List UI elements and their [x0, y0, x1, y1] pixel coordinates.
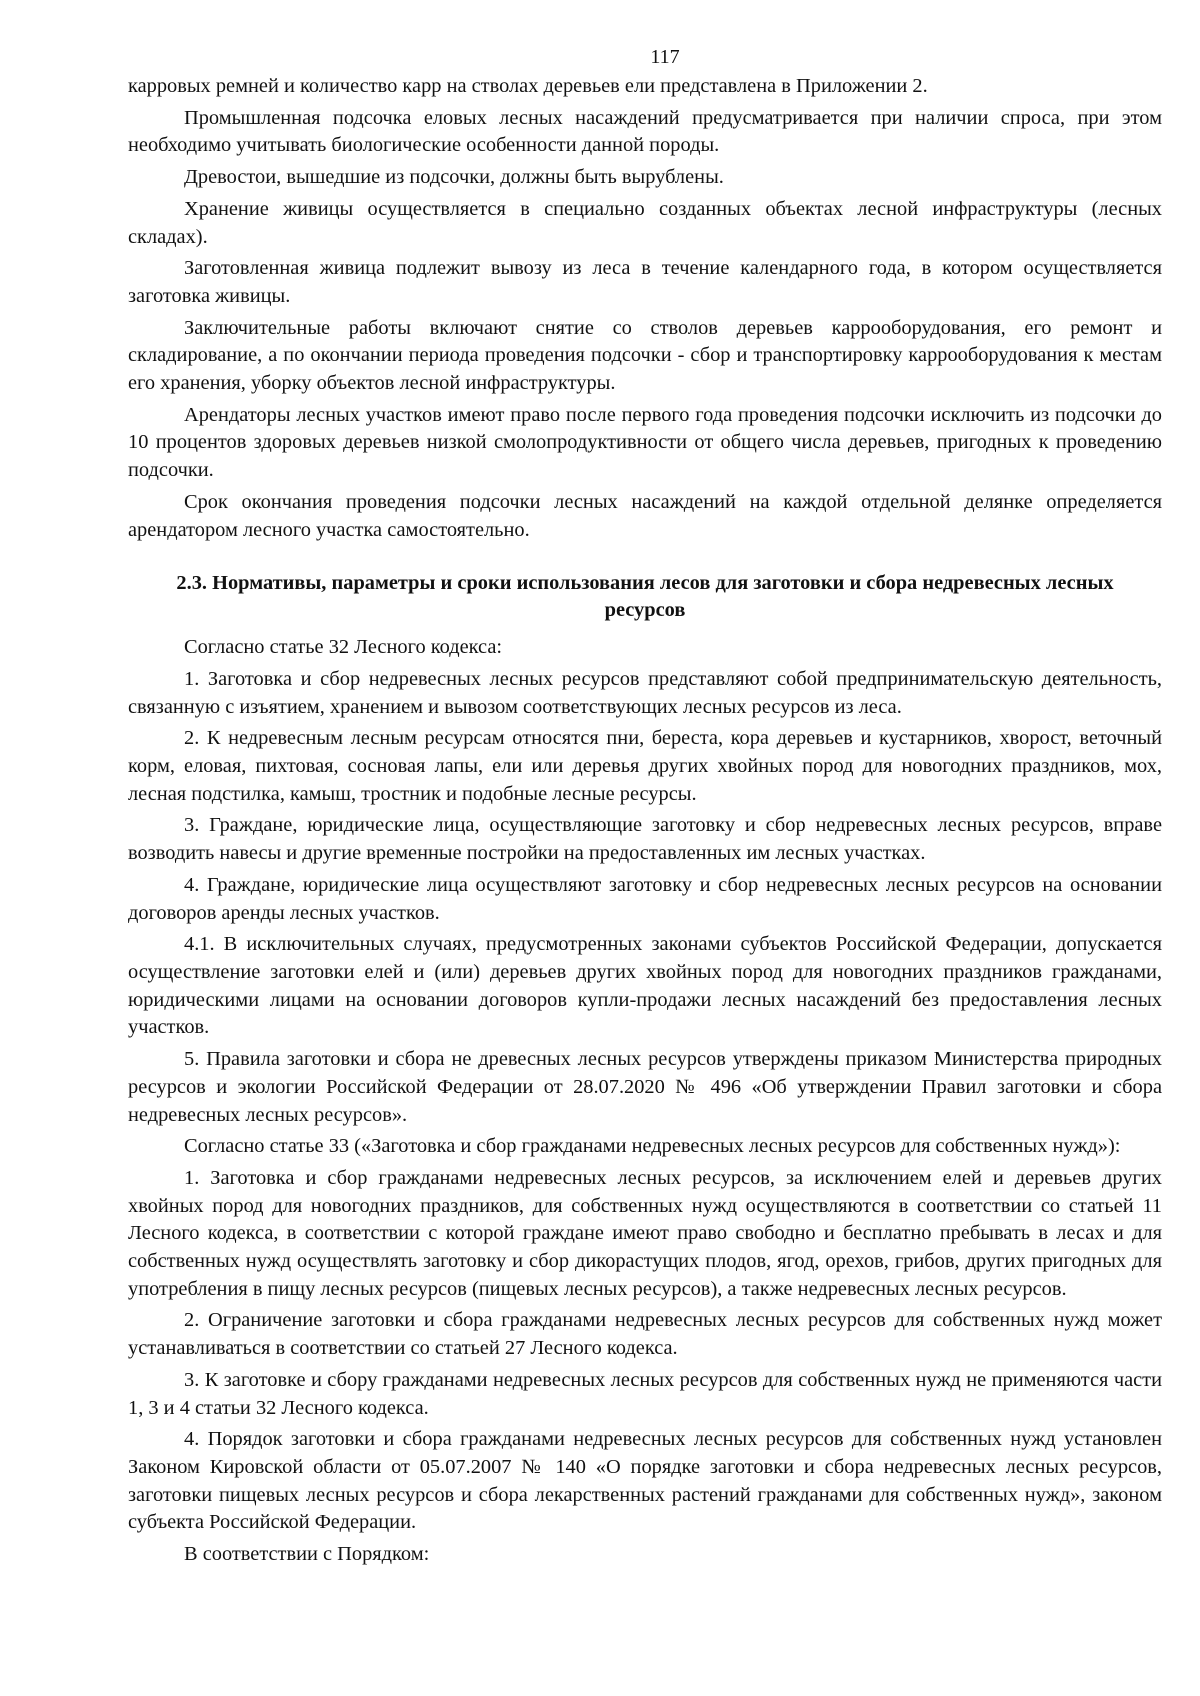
paragraph-article-33-item-4: 4. Порядок заготовки и сбора гражданами недревесных лесных ресурсов для собственных нужд установлен Законом Кировской области от 05.07.2007 № 140 «О порядке заготовки и сбора недревесных лесных ресурсов, заготовки пищевых лесных ресурсов и сбора лекарственных растений гражданами для собственных нужд», законом субъекта Российской Федерации.: [128, 1428, 1162, 1534]
paragraph-article-32-item-4-1: 4.1. В исключительных случаях, предусмотренных законами субъектов Российской Федерации, допускается осуществление заготовки елей и (или) деревьев других хвойных пород для новогодних праздников гражданами, юридическими лицами на основании договоров купли-продажи лесных насаждений без предоставления лесных участков.: [128, 933, 1162, 1039]
paragraph-article-33-item-2: 2. Ограничение заготовки и сбора гражданами недревесных лесных ресурсов для собственных нужд может устанавливаться в соответствии со статьей 27 Лесного кодекса.: [128, 1309, 1162, 1360]
paragraph-article-32-item-4: 4. Граждане, юридические лица осуществляют заготовку и сбор недревесных лесных ресурсов на основании договоров аренды лесных участков.: [128, 873, 1162, 924]
paragraph-spruce-tapping: Промышленная подсочка еловых лесных насаждений предусматривается при наличии спроса, при этом необходимо учитывать биологические особенности данной породы.: [128, 106, 1162, 157]
paragraph-article-32-item-5: 5. Правила заготовки и сбора не древесных лесных ресурсов утверждены приказом Министерства природных ресурсов и экологии Российской Федерации от 28.07.2020 № 496 «Об утверждении Правил заготовки и сбора недревесных лесных ресурсов».: [128, 1048, 1162, 1126]
paragraph-resin-removal: Заготовленная живица подлежит вывозу из леса в течение календарного года, в котором осуществляется заготовка живицы.: [128, 257, 1162, 307]
paragraph-article-32-intro: Согласно статье 32 Лесного кодекса:: [184, 636, 503, 659]
page-number: 117: [650, 46, 680, 68]
paragraph-tenants-rights: Арендаторы лесных участков имеют право после первого года проведения подсочки исключить из подсочки до 10 процентов здоровых деревьев низкой смолопродуктивности от общего числа деревьев, пригодных к проведению подсочки.: [128, 403, 1162, 482]
paragraph-stands-felling: Древостои, вышедшие из подсочки, должны быть вырублены.: [184, 166, 724, 189]
paragraph-article-33-item-3: 3. К заготовке и сбору гражданами недревесных лесных ресурсов для собственных нужд не применяются части 1, 3 и 4 статьи 32 Лесного кодекса.: [128, 1368, 1162, 1419]
paragraph-article-32-item-3: 3. Граждане, юридические лица, осуществляющие заготовку и сбор недревесных лесных ресурсов, вправе возводить навесы и другие временные постройки на предоставленных им лесных участках.: [128, 814, 1162, 865]
paragraph-procedure-intro: В соответствии с Порядком:: [184, 1543, 430, 1566]
paragraph-tapping-deadline: Срок окончания проведения подсочки лесных насаждений на каждой отдельной делянке определяется арендатором лесного участка самостоятельно.: [128, 490, 1162, 541]
paragraph-article-32-item-2: 2. К недревесным лесным ресурсам относятся пни, береста, кора деревьев и кустарников, хворост, веточный корм, еловая, пихтовая, сосновая лапы, ели или деревья других хвойных пород для новогодних праздников, мох, лесная подстилка, камыш, тростник и подобные лесные ресурсы.: [128, 727, 1162, 805]
paragraph-article-33-intro: Согласно статье 33 («Заготовка и сбор гражданами недревесных лесных ресурсов для собственных нужд»):: [184, 1135, 1121, 1158]
paragraph-article-32-item-1: 1. Заготовка и сбор недревесных лесных ресурсов представляют собой предпринимательскую деятельность, связанную с изъятием, хранением и вывозом соответствующих лесных ресурсов из леса.: [128, 667, 1162, 718]
section-heading: 2.3. Нормативы, параметры и сроки использования лесов для заготовки и сбора недревесных лесных ресурсов: [176, 572, 1114, 622]
paragraph-resin-storage: Хранение живицы осуществляется в специально созданных объектах лесной инфраструктуры (лесных складах).: [128, 197, 1162, 248]
paragraph-article-33-item-1: 1. Заготовка и сбор гражданами недревесных лесных ресурсов, за исключением елей и деревьев других хвойных пород для новогодних праздников, для собственных нужд осуществляются в соответствии со статьей 11 Лесного кодекса, в соответствии с которой граждане имеют право свободно и бесплатно пребывать в лесах и для собственных нужд осуществлять заготовку и сбор дикорастущих плодов, ягод, орехов, грибов, других пригодных для употребления в пищу лесных ресурсов (пищевых лесных ресурсов), а также недревесных лесных ресурсов.: [128, 1166, 1162, 1300]
paragraph-continuation: карровых ремней и количество карр на стволах деревьев ели представлена в Приложении 2.: [128, 75, 928, 97]
paragraph-final-works: Заключительные работы включают снятие со стволов деревьев каррооборудования, его ремонт и складирование, а по окончании периода проведения подсочки - сбор и транспортировку каррооборудования к местам его хранения, уборку объектов лесной инфраструктуры.: [128, 316, 1162, 395]
